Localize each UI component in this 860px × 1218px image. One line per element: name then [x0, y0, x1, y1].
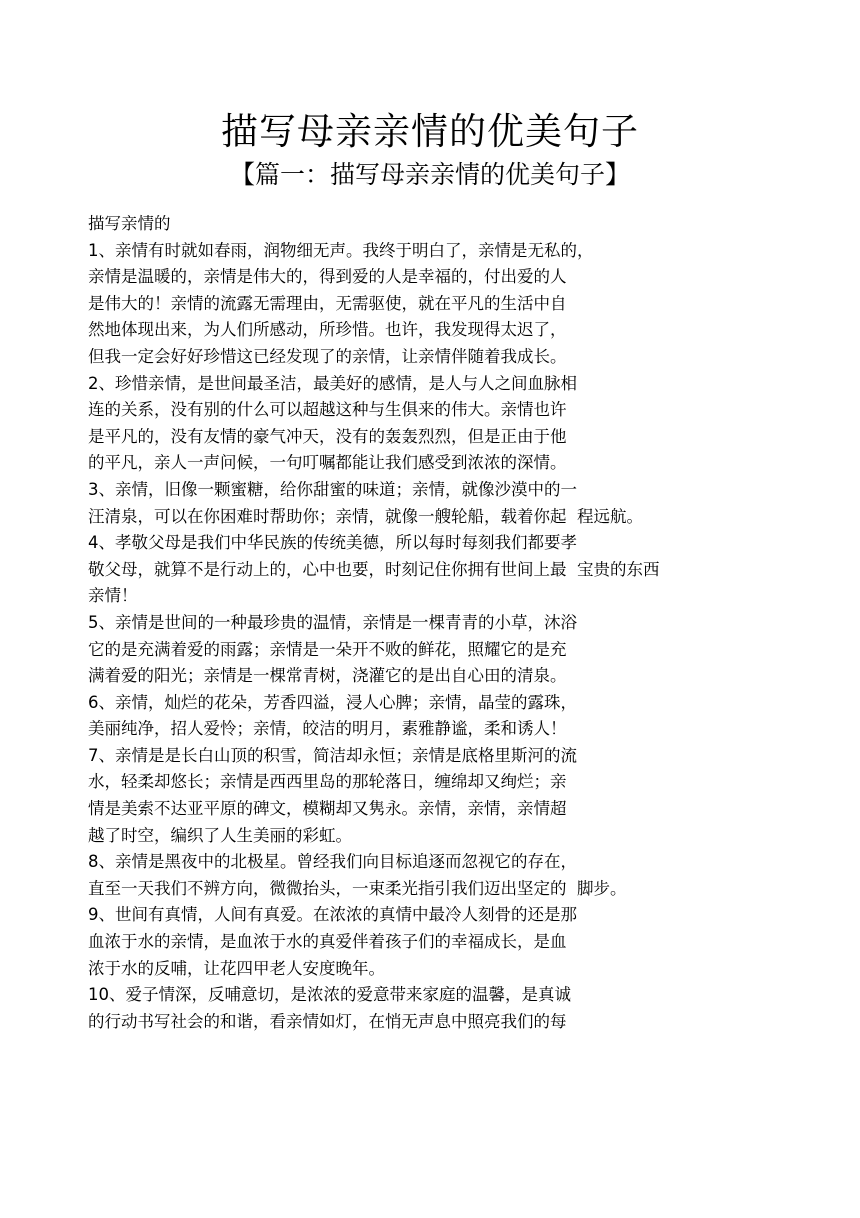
text-line: 敬父母，就算不是行动上的，心中也要，时刻记住你拥有世间上最 宝贵的东西 [88, 559, 660, 579]
text-line: 直至一天我们不辨方向，微微抬头，一束柔光指引我们迈出坚定的 脚步。 [88, 878, 627, 898]
text-line: 连的关系，没有别的什么可以超越这种与生俱来的伟大。亲情也许 [88, 400, 567, 420]
text-line: 然地体现出来，为人们所感动，所珍惜。也许，我发现得太迟了， [88, 320, 567, 340]
text-line: 但我一定会好好珍惜这已经发现了的亲情，让亲情伴随着我成长。 [88, 346, 567, 366]
text-line: 6、亲情，灿烂的花朵，芳香四溢，浸人心脾；亲情，晶莹的露珠， [88, 692, 577, 712]
page-title: 描写母亲亲情的优美句子 [221, 110, 639, 153]
text-line: 越了时空，编织了人生美丽的彩虹。 [88, 825, 352, 845]
body-text [88, 211, 788, 1035]
text-line: 是平凡的，没有友情的豪气冲天，没有的轰轰烈烈，但是正由于他 [88, 426, 567, 446]
text-line: 10、爱子情深，反哺意切，是浓浓的爱意带来家庭的温馨，是真诚 [88, 985, 571, 1005]
text-line: 汪清泉，可以在你困难时帮助你；亲情，就像一艘轮船，载着你起 程远航。 [88, 506, 643, 526]
text-line: 水，轻柔却悠长；亲情是西西里岛的那轮落日，缠绵却又绚烂；亲 [88, 772, 567, 792]
text-line: 7、亲情是是长白山顶的积雪，简洁却永恒；亲情是底格里斯河的流 [88, 745, 577, 765]
text-line: 描写亲情的 [88, 214, 171, 233]
text-line: 浓于水的反哺，让花四甲老人安度晚年。 [88, 958, 385, 978]
text-line: 3、亲情，旧像一颗蜜糖，给你甜蜜的味道；亲情，就像沙漠中的一 [88, 479, 577, 499]
text-line: 8、亲情是黑夜中的北极星。曾经我们向目标追逐而忽视它的存在， [88, 852, 577, 872]
text-line: 情是美索不达亚平原的碑文，模糊却又隽永。亲情，亲情，亲情超 [88, 799, 567, 819]
text-line: 血浓于水的亲情，是血浓于水的真爱伴着孩子们的幸福成长，是血 [88, 932, 567, 952]
text-line: 4、孝敬父母是我们中华民族的传统美德，所以每时每刻我们都要孝 [88, 533, 577, 553]
text-line: 亲情！ [88, 586, 138, 606]
text-line: 的平凡，亲人一声问候，一句叮嘱都能让我们感受到浓浓的深情。 [88, 453, 567, 473]
text-line: 的行动书写社会的和谐，看亲情如灯，在悄无声息中照亮我们的每 [88, 1011, 567, 1031]
text-line: 9、世间有真情，人间有真爱。在浓浓的真情中最冷人刻骨的还是那 [88, 905, 577, 925]
text-line: 满着爱的阳光；亲情是一棵常青树，浇灌它的是出自心田的清泉。 [88, 666, 567, 686]
text-line: 1、亲情有时就如春雨，润物细无声。我终于明白了，亲情是无私的， [88, 240, 594, 260]
text-line: 它的是充满着爱的雨露；亲情是一朵开不败的鲜花，照耀它的是充 [88, 639, 567, 659]
text-line: 是伟大的！亲情的流露无需理由，无需驱使，就在平凡的生活中自 [88, 293, 567, 313]
text-line: 5、亲情是世间的一种最珍贵的温情，亲情是一棵青青的小草，沐浴 [88, 612, 577, 632]
text-line: 美丽纯净，招人爱怜；亲情，皎洁的明月，素雅静谧，柔和诱人！ [88, 719, 567, 739]
text-line: 2、珍惜亲情，是世间最圣洁，最美好的感情，是人与人之间血脉相 [88, 373, 577, 393]
text-line: 亲情是温暖的，亲情是伟大的，得到爱的人是幸福的，付出爱的人 [88, 267, 567, 287]
section-heading: 【篇一：描写母亲亲情的优美句子】 [229, 160, 630, 189]
